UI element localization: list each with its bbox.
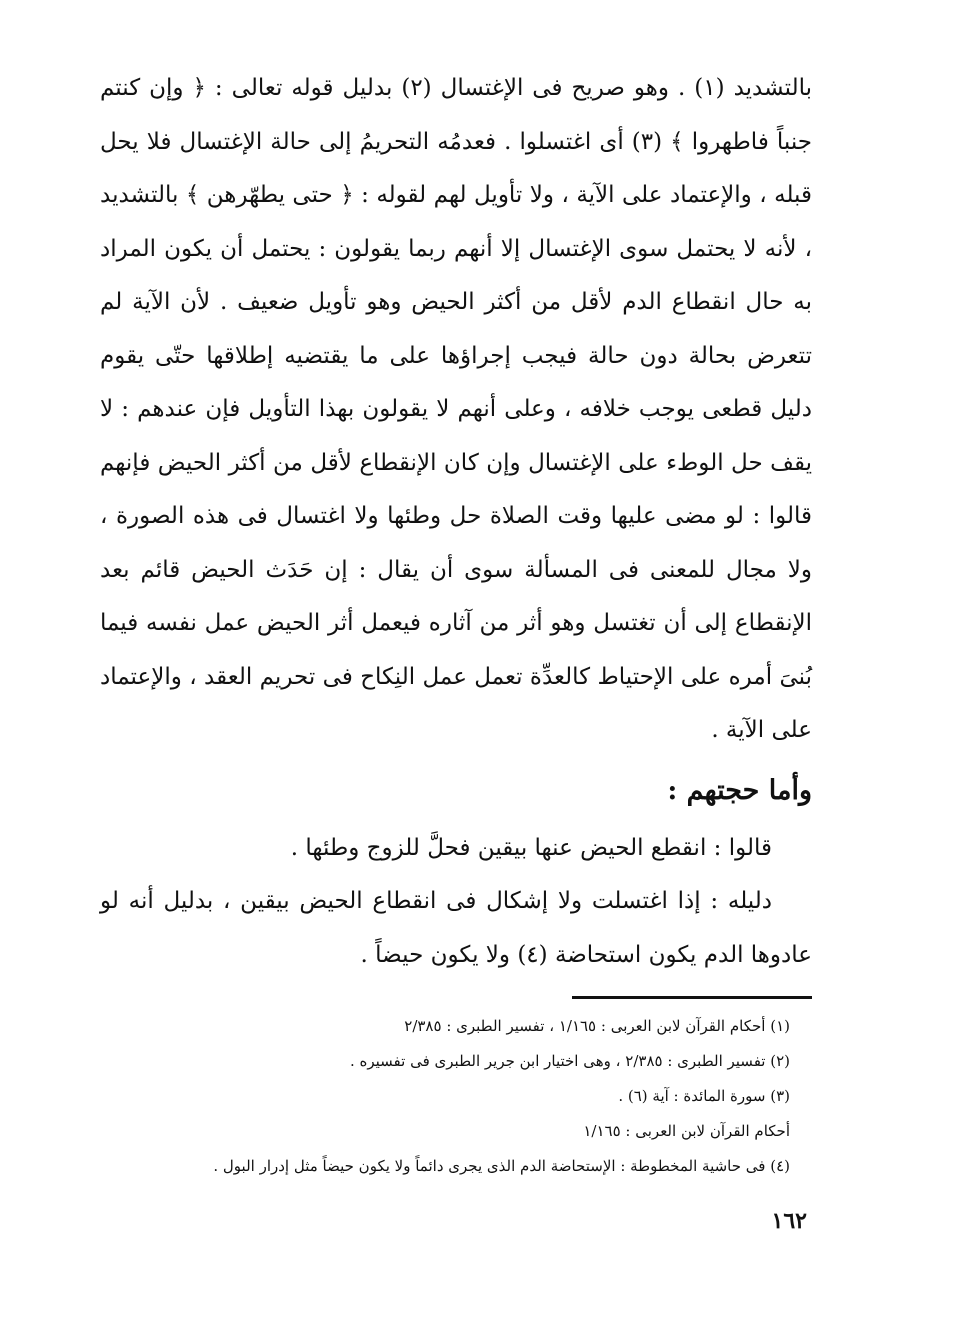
footnote-4: (٤) فى حاشية المخطوطة : الإستحاضة الدم الذى يجرى دائماً ولا يكون حيضاً مثل إدرار البول . — [213, 1157, 790, 1175]
page-content — [100, 62, 812, 1184]
body-paragraph-1: بالتشديد (١) . وهو صريح فى الإغتسال (٢) بدليل قوله تعالى : ﴿ وإن كنتم جنباً فاطهروا ﴾ (٣) أى اغتسلوا . فعدمُه التحريمُ إلى حالة الإغتسال فلا يحل قبله ، والإعتماد على الآية ، ولا تأويل لهم لقوله : ﴿ حتى يطهّرهن ﴾ بالتشديد ، لأنه لا يحتمل سوى الإغتسال إلا أنهم ربما يقولون : يحتمل أن يكون المراد به حال انقطاع الدم لأقل من أكثر الحيض وهو تأويل ضعيف . لأن الآية لم تتعرض بحالة دون حالة فيجب إجراؤها على ما يقتضيه إطلاقها حتّى يقوم دليل قطعى يوجب خلافه ، وعلى أنهم لا يقولون بهذا التأويل فإن عندهم : لا يقف حل الوطء على الإغتسال وإن كان الإنقطاع لأقل من أكثر الحيض فإنهم قالوا : لو مضى عليها وقت الصلاة حل وطئها ولا اغتسال فى هذه الصورة ، ولا مجال للمعنى فى المسألة سوى أن يقال : إن حَدَث الحيض قائم بعد الإنقطاع إلى أن تغتسل وهو أثر من آثاره فيعمل أثر الحيض عمل نفسه فيما بُنىَ أمره على الإحتياط كالعدِّة تعمل عمل النِكاح فى تحريم العقد ، والإعتماد على الآية . — [100, 75, 812, 743]
after-paragraph-1: قالوا : انقطع الحيض عنها بيقين فحلَّ للزوج وطئها . — [290, 834, 772, 861]
page-number: ١٦٢ — [771, 1208, 807, 1234]
footnotes — [100, 1009, 812, 1184]
footnote-3-continuation: أحكام القرآن لابن العربى : ١/١٦٥ — [583, 1122, 790, 1140]
footnote-separator — [572, 996, 812, 999]
after-paragraph-2: دليله : إذا اغتسلت ولا إشكال فى انقطاع الحيض بيقين ، بدليل أنه لو عادوها الدم يكون استحاضة (٤) ولا يكون حيضاً . — [100, 888, 812, 968]
footnote-2: (٢) تفسير الطبرى : ٢/٣٨٥ ، وهى اختيار ابن جرير الطبرى فى تفسيره . — [349, 1052, 790, 1070]
section-heading: وأما حجتهم : — [667, 774, 812, 806]
main-text — [100, 62, 812, 758]
footnote-1: (١) أحكام القرآن لابن العربى : ١/١٦٥ ، تفسير الطبرى : ٢/٣٨٥ — [404, 1017, 790, 1035]
footnote-3: (٣) سورة المائدة : آية (٦) . — [618, 1087, 790, 1105]
